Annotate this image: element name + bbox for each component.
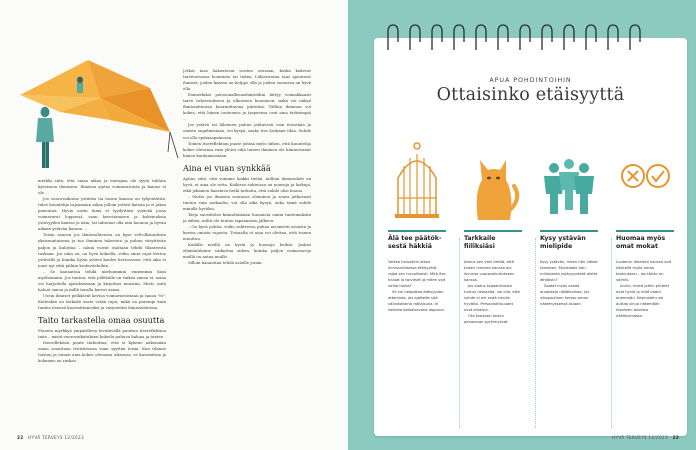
birdcage-icon [388,138,446,220]
accent-bar [464,230,522,232]
tip-heading: Tarkkaile fiiliksiäsi [464,235,496,250]
tips-columns [388,138,674,428]
tip-heading: Huomaa myös omat mokat [616,235,666,250]
paragraph: Vaikka halusitkin ottaa ihmissuhteessa etäisyyttä, rajaa sen turvallisesti. Mitä itse haluat ja tarvitset ja miten voit valita tukea? [388,260,446,289]
accent-bar [388,230,446,232]
magazine-name: HYVÄ TERVEYS 12/2023 [612,435,668,440]
accent-bar [540,230,598,232]
paragraph: – Se kannattaa tehdä mieluummin ennemmin kuin myöhemmin. Jos tuntuu, että jollekulle on vaikea sanoa ei, asiaa voi harjoitella ajatuksissaan ja kirjoittaa muistiin. Mieti, mitä haluat sanoa ja millä tavalla kerrot asiasi. [38,268,166,292]
section-heading: Taito tarkastella omaa osuutta [38,315,165,326]
people-icon [540,138,598,220]
article-column-right [183,68,311,408]
tip-text [540,259,598,307]
column-divider [459,238,460,428]
paragraph: Itsereflektion puute tarkoittaa, että ei kykene näkemään omaa osuuttaan ristiriitoissa vaan syyttää toisia. Kun tilanne toistuu ja toinen aina kokee olevansa oikeassa, se kuormittaa ja kokemus on raskas. [38,340,166,364]
accent-bar [616,230,674,232]
paragraph: Usein ihmiset pelkäävät kertoa voimavaroistaan ja sanoa "ei". Kuitenkin on tärkeää osata vetää rajat, mikä on parempi kuin tuntea itsensä kuormittuneeksi ja väsyneeksi ihmissuhteissa. [38,292,166,310]
paragraph: Toisin sanoen jos ihmissuhteessa on kyse velvollisuudesta yksisuuntaisena ja tuo ihminen tukeutuu ja puhuu väsyttävän paljon ja kuluttaa – nämä voivat osaltaan tehdä tilanteesta raskaan. Jos näin on, on hyvä kokeilla, voiko omat rajat kertoa ystävälle ja kuinka hyvin ystävä kuulee kertoessasi, että aika ei juuri nyt riitä pitkiin keskusteluihin. [38,232,166,268]
paragraph: Jos ystävä tai läheinen puhuu jatkuvasti vain itsestään ja omista ongelmistaan, voi kysyä, saako itse koskaan tilaa. Suhde voi olla epätasapainossa. [183,122,311,140]
tip-column [464,138,522,428]
paragraph: Kaikilla meillä on hyviä ja huonoja hetkiä. Joskus elämäntilanne vaikuttaa siihen, kuinka paljon voimavaroja meillä on antaa muille. [183,242,311,260]
right-page [348,0,696,450]
column-divider [611,238,612,428]
tip-heading: Älä tee päätök-sestä häkkiä [388,235,442,250]
page-footer-left [14,435,84,440]
paragraph: Jotkut taas hakeutuvat toisten seuraan, koska kokevat tarvitsevansa huomiota tai tukea. Lähiseuraan taas ajautuvat ihmiset, joiden kanssa on helppo olla ja joiden seurassa on hyvä olla. [183,68,311,92]
paragraph: Joskus sen vain tietää, että toisen ihmisen kanssa ole lovunsa vuorovaikutukseen kanssa. [464,260,515,283]
paragraph: Jos vuorovaikutus ystävän tai toisen kanssa on tyhjentävää, tulee kuuntelija rajaamaan aikaa jolloin ystävä katoaa ja ei jaksa paneutua. Hyvin usein tämä ei tyydyttäisi ystävää jossa voimavarat loppuvat, vaan korostamisen ja kokemuksia ystävyyden kanssa ja näin, tai tahtonut olla niin huonon ja hyvän aikaan ystävän kanssa ... [38,196,166,232]
spiral-binding [384,22,680,52]
column-divider [535,238,536,428]
page-title: Ottaisinko etäisyyttä [436,85,625,105]
paragraph: Tarja suosittelee kiinnittämään huomiota omiin tuntemuksiin ja siihen, miltä olo tuntuu tapaamisen jälkeen. [183,211,311,224]
tip-text [616,259,674,319]
magazine-name: HYVÄ TERVEYS 12/2023 [28,435,84,440]
paragraph: Ota tosissasi toisen persoonan pyrkimykset. [464,314,509,325]
check-icon [616,138,674,220]
tip-text [388,259,446,313]
paragraph: Saatat myös saada arvokasta näkökulmaa, jos ulkopuolinen kertoo oman näkemyksensä asiaan. [540,284,590,307]
paragraph: Se voi helpottaa etäisyyden ottamista, jos ajattelet sitä väliaikaisena ratkaisuna, ei kaikkea katkaisevana loppuna. [388,290,445,313]
paper-plane-illustration [0,40,190,175]
tip-text [464,259,522,326]
page-footer-right [612,435,682,440]
tip-heading: Kysy ystävän mielipide [540,235,586,250]
article-column-left [38,178,166,413]
paragraph: Toinen itsereflektion puute johtaa myös siihen, että kuuntelija kokee olevansa vain yleisö eikä toinen ihminen ole kiinnostunut hänen kuulumisistaan. [183,140,311,158]
paragraph: – Mutta jos ihmisen seurassa oleminen ja seura jatkuvasti tuntuu vain raskaalta, voi olla aika kysyä, onko tämä suhde minulle hyväksi. [183,193,311,211]
tip-column [616,138,674,428]
paragraph: merkki siitä, että omaa aikaa ja energiaa ole syytä tuhlata kyseiseen ihmiseen. Ihmisen ajatus voimavaroista ja kaiuus ei ole ... [38,178,166,196]
page-number: 22 [17,435,24,440]
section-heading: Aina ei vuan synkkää [183,162,271,173]
paragraph: Moneta myrkkyä ympärilleen levittävällä puuttuu itsereflektion taito – mistä vuorovaikutuksen kokeilu puhuva haluaa ja tuntee. [38,328,166,340]
paragraph: Arvioi, mistä jotkin piirteet ovat hyviä ja mitä vaatii enemmän. Keskustelu voi auttaa sinua näkemään tilanteen toisesta näkökulmasta. [616,284,670,319]
paragraph: Ajatus siitä, että voimme kaikki tietää, milloin ihmissuhde on hyvä, ei aina ole totta. Kaikissa suhteissa on nousuja ja laskuja, eikä jokainen haastava hetki tarkoita, että suhde olisi huono. [183,175,311,193]
paragraph: Esimerkiksi persoonallisuushäiriöihin liittyy voimakkaasti tarve vahvistukseen ja ulkoiseen huomioon, mikä voi näkyä ihmissuhteissa kuormittavina piirteinä. Tällöin ihminen voi kokea, että hänen tunteensa ja tarpeensa ovat aina tärkeimpiä ... [183,92,311,122]
cat-icon [464,138,522,220]
paragraph: – On hyvä pohtia, voiko suhteessa puhua avoimesti asioista ja kertoa omista rajoista. Toisaalta ei aina voi olettaa, että toinen muuttuu. [183,224,311,242]
kicker: APUA POHDINTOIHIN [489,76,572,84]
page-number: 23 [672,435,679,440]
paragraph: Silloin kannattaa tehdä asioille jotain. [188,260,263,266]
notebook-card [374,38,687,436]
tip-column [540,138,598,428]
paragraph: Jos ajatus tapaamisesta tuntuu raskaalta, voi olla, että suhde ei ole enää sinulle hyväksi. Persoonallisuudet ovat erilaisia. [464,284,520,313]
paragraph: Luotetun läheisen kanssa voit käsitellä myös omaa toimintaasi – jos tähän on valmis. [616,260,672,283]
paragraph: Kysy ystävän, miten hän näkee tilanteen. Muistaako hän, millaisesta ystävyydestä olette lähtöisin? [540,260,598,283]
tip-column [388,138,446,428]
